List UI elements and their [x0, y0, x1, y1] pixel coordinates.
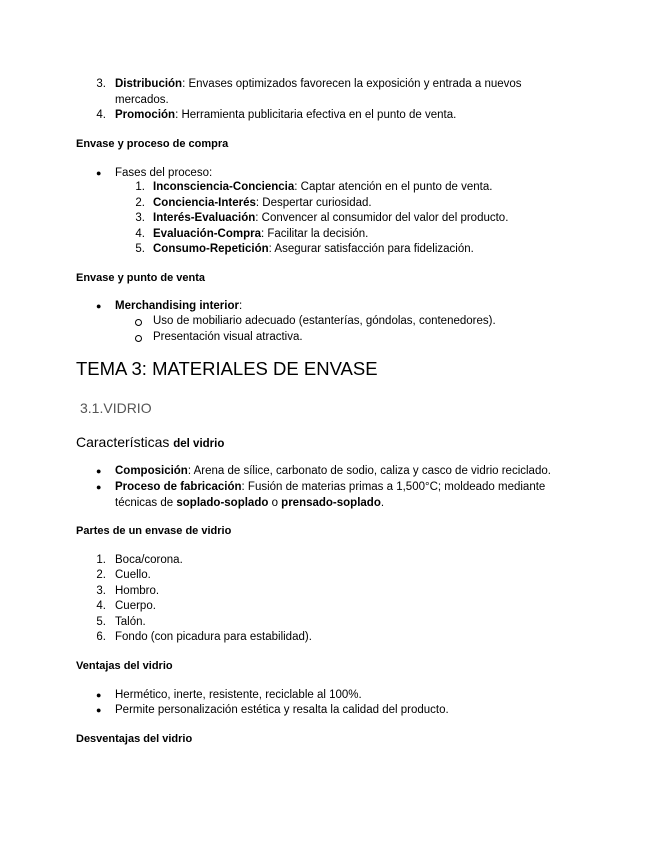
list-number: 4.	[135, 228, 145, 240]
list-term: Promoción	[115, 109, 176, 121]
list-item: Cuerpo.	[115, 600, 156, 612]
bullet-icon: ●	[96, 705, 102, 715]
list-term: Interés-Evaluación	[153, 212, 256, 224]
list-item: Fases del proceso:	[115, 167, 213, 179]
list-item: Uso de mobiliario adecuado (estanterías, góndolas, contenedores).	[153, 315, 496, 327]
list-item: Presentación visual atractiva.	[153, 331, 303, 343]
list-text: : Captar atención en el punto de venta.	[294, 181, 493, 193]
section-title: 3.1.VIDRIO	[80, 400, 152, 416]
list-term: soplado-soplado	[176, 497, 269, 509]
list-text: : Facilitar la decisión.	[261, 228, 369, 240]
hollow-bullet-icon	[135, 319, 142, 326]
list-item	[115, 77, 522, 92]
bullet-icon: ●	[96, 168, 102, 178]
list-term: Distribución	[115, 78, 183, 90]
list-text: : Despertar curiosidad.	[255, 197, 372, 209]
list-item-continuation: mercados.	[115, 94, 169, 106]
list-item: Talón.	[115, 616, 146, 628]
list-text: : Asegurar satisfacción para fidelización.	[268, 243, 474, 255]
hollow-bullet-icon	[135, 335, 142, 342]
list-number: 4.	[96, 109, 106, 121]
list-text: :	[238, 300, 243, 312]
list-item: Hermético, inerte, resistente, reciclable al 100%.	[115, 689, 362, 701]
list-term: Evaluación-Compra	[153, 228, 261, 240]
list-term: Conciencia-Interés	[153, 197, 256, 209]
list-number: 1.	[135, 181, 145, 193]
list-number: 3.	[96, 585, 106, 597]
list-number: 4.	[96, 600, 106, 612]
list-item: Hombro.	[115, 585, 160, 597]
list-text: .	[380, 497, 385, 509]
section-heading: Envase y punto de venta	[76, 272, 205, 284]
list-number: 1.	[96, 554, 106, 566]
section-heading: Ventajas del vidrio	[76, 660, 173, 672]
list-term: Composición	[115, 465, 188, 477]
list-item	[115, 108, 456, 123]
list-text: técnicas de	[115, 497, 177, 509]
list-item	[153, 180, 492, 195]
list-term: Proceso de fabricación	[115, 481, 242, 493]
list-number: 6.	[96, 631, 106, 643]
bullet-icon: ●	[96, 690, 102, 700]
list-number: 2.	[96, 569, 106, 581]
list-item: Boca/corona.	[115, 554, 183, 566]
list-term: Merchandising interior	[115, 300, 239, 312]
subsection-title-suffix: del vidrio	[173, 438, 225, 450]
list-item	[153, 227, 368, 242]
list-item: Cuello.	[115, 569, 151, 581]
list-text: : Herramienta publicitaria efectiva en el punto de venta.	[175, 109, 457, 121]
list-item	[153, 196, 372, 211]
list-text: : Arena de sílice, carbonato de sodio, caliza y casco de vidrio reciclado.	[187, 465, 551, 477]
list-term: Consumo-Repetición	[153, 243, 269, 255]
list-item: Fondo (con picadura para estabilidad).	[115, 631, 312, 643]
section-heading: Envase y proceso de compra	[76, 138, 229, 150]
list-item	[115, 299, 242, 314]
list-text: : Envases optimizados favorecen la exposición y entrada a nuevos	[182, 78, 522, 90]
list-item	[153, 211, 508, 226]
subsection-title-main: Características	[76, 434, 170, 450]
list-text: o	[268, 497, 282, 509]
list-item: Permite personalización estética y resalta la calidad del producto.	[115, 704, 449, 716]
list-term: prensado-soplado	[281, 497, 381, 509]
list-text: : Convencer al consumidor del valor del producto.	[255, 212, 509, 224]
list-term: Inconsciencia-Conciencia	[153, 181, 295, 193]
bullet-icon: ●	[96, 482, 102, 492]
list-item	[153, 242, 474, 257]
list-item-continuation	[115, 496, 384, 511]
list-number: 3.	[135, 212, 145, 224]
list-item	[115, 480, 545, 495]
list-number: 5.	[135, 243, 145, 255]
chapter-title: TEMA 3: MATERIALES DE ENVASE	[76, 358, 378, 379]
list-number: 3.	[96, 78, 106, 90]
subsection-title	[76, 433, 224, 453]
list-number: 2.	[135, 197, 145, 209]
list-text: : Fusión de materias primas a 1,500°C; moldeado mediante	[241, 481, 546, 493]
list-number: 5.	[96, 616, 106, 628]
section-heading: Partes de un envase de vidrio	[76, 525, 232, 537]
section-heading: Desventajas del vidrio	[76, 733, 193, 745]
bullet-icon: ●	[96, 466, 102, 476]
list-item	[115, 464, 551, 479]
bullet-icon: ●	[96, 301, 102, 311]
